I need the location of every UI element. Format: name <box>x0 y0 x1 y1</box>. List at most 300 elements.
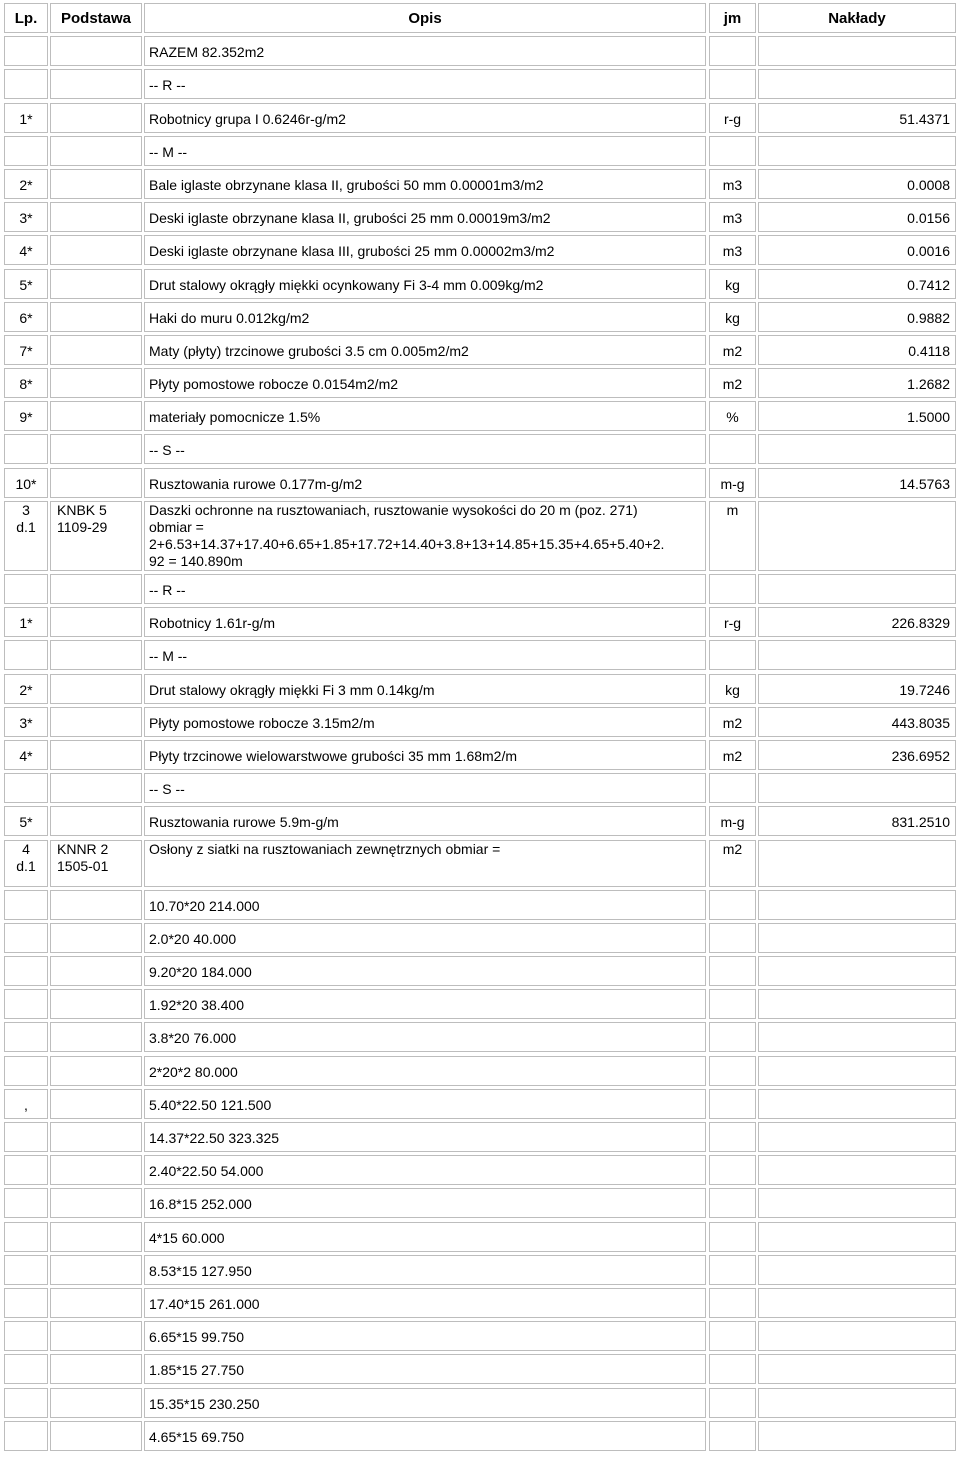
lp-cell <box>4 574 48 604</box>
measurement-row <box>4 1188 956 1218</box>
cost-estimate-table <box>4 3 956 1454</box>
jm-cell <box>709 707 756 737</box>
opis-cell <box>144 640 706 670</box>
podstawa-cell <box>50 103 142 133</box>
jm-cell <box>709 302 756 332</box>
measurement-value: 6.65*15 99.750 <box>149 1329 244 1346</box>
description-line: 2+6.53+14.37+17.40+6.65+1.85+17.72+14.40+3.8+13+14.85+15.35+4.65+5.40+2. <box>149 535 665 552</box>
basis-catalog: KNBK 5 <box>57 501 107 518</box>
jm-value: r-g <box>723 110 742 127</box>
jm-value: m <box>726 501 739 518</box>
jm-value: m-g <box>720 475 745 492</box>
lp-cell <box>4 806 48 836</box>
jm-value: m3 <box>722 210 743 227</box>
table-header <box>4 3 956 33</box>
podstawa-cell <box>50 1354 142 1384</box>
naklady-cell <box>758 69 956 99</box>
basis-catalog: KNNR 2 <box>57 840 109 857</box>
section-r-label: -- R -- <box>149 77 186 94</box>
lp-cell <box>4 169 48 199</box>
podstawa-cell <box>50 401 142 431</box>
jm-cell <box>709 956 756 986</box>
naklady-cell <box>758 434 956 464</box>
podstawa-cell <box>50 468 142 498</box>
opis-cell <box>144 401 706 431</box>
podstawa-cell <box>50 890 142 920</box>
lp-cell <box>4 434 48 464</box>
table-row <box>4 368 956 398</box>
podstawa-cell <box>50 1188 142 1218</box>
jm-cell <box>709 1022 756 1052</box>
measurement-row <box>4 1089 956 1119</box>
opis-cell <box>144 1056 706 1086</box>
opis-value: Robotnicy grupa I 0.6246r-g/m2 <box>149 110 346 127</box>
opis-cell <box>144 1288 706 1318</box>
opis-value: Deski iglaste obrzynane klasa II, grubości 25 mm 0.00019m3/m2 <box>149 210 551 227</box>
opis-cell <box>144 674 706 704</box>
lp-cell <box>4 1421 48 1451</box>
lp-cell <box>4 956 48 986</box>
measurement-value: 16.8*15 252.000 <box>149 1196 252 1213</box>
podstawa-cell <box>50 840 142 887</box>
jm-cell <box>709 335 756 365</box>
naklady-cell <box>758 956 956 986</box>
opis-cell <box>144 923 706 953</box>
naklady-cell <box>758 674 956 704</box>
section-s-label: -- S -- <box>149 442 185 459</box>
opis-cell <box>144 1255 706 1285</box>
description-line: obmiar = <box>149 518 204 535</box>
jm-cell <box>709 1222 756 1252</box>
lp-cell <box>4 69 48 99</box>
table-row <box>4 36 956 66</box>
podstawa-cell <box>50 1288 142 1318</box>
podstawa-cell <box>50 269 142 299</box>
opis-cell <box>144 1388 706 1418</box>
naklady-cell <box>758 923 956 953</box>
naklady-value: 0.9882 <box>907 309 950 326</box>
table-row <box>4 235 956 265</box>
jm-cell <box>709 989 756 1019</box>
lp-cell <box>4 103 48 133</box>
podstawa-cell <box>50 1155 142 1185</box>
naklady-cell <box>758 806 956 836</box>
naklady-cell <box>758 36 956 66</box>
measurement-row <box>4 1022 956 1052</box>
measurement-row <box>4 890 956 920</box>
naklady-cell <box>758 1089 956 1119</box>
podstawa-cell <box>50 1255 142 1285</box>
podstawa-cell <box>50 740 142 770</box>
podstawa-cell <box>50 773 142 803</box>
position-lp: 3 <box>22 501 30 518</box>
naklady-cell <box>758 1354 956 1384</box>
lp-cell <box>4 773 48 803</box>
lp-value: 5* <box>19 276 33 293</box>
lp-cell <box>4 1255 48 1285</box>
opis-cell <box>144 269 706 299</box>
jm-cell <box>709 401 756 431</box>
jm-cell <box>709 674 756 704</box>
jm-value: kg <box>725 681 740 698</box>
jm-value: kg <box>725 309 740 326</box>
opis-cell <box>144 1155 706 1185</box>
opis-cell <box>144 1354 706 1384</box>
lp-cell <box>4 740 48 770</box>
lp-cell <box>4 36 48 66</box>
lp-cell <box>4 269 48 299</box>
podstawa-cell <box>50 607 142 637</box>
naklady-cell <box>758 401 956 431</box>
position-number <box>5 502 47 536</box>
opis-cell <box>144 202 706 232</box>
table-row <box>4 806 956 836</box>
lp-cell <box>4 1222 48 1252</box>
header-naklady: Nakłady <box>828 10 886 27</box>
podstawa-cell <box>50 923 142 953</box>
lp-cell <box>4 401 48 431</box>
jm-cell <box>709 368 756 398</box>
opis-cell <box>144 707 706 737</box>
table-row <box>4 202 956 232</box>
jm-cell <box>709 103 756 133</box>
naklady-value: 236.6952 <box>891 747 950 764</box>
naklady-cell <box>758 1421 956 1451</box>
measurement-rows <box>4 890 956 1451</box>
podstawa-cell <box>50 202 142 232</box>
opis-cell <box>144 169 706 199</box>
jm-cell <box>709 1388 756 1418</box>
measurement-row <box>4 1321 956 1351</box>
lp-cell <box>4 1388 48 1418</box>
jm-cell <box>709 640 756 670</box>
measurement-row <box>4 923 956 953</box>
table-row <box>4 773 956 803</box>
lp-cell <box>4 202 48 232</box>
lp-value: 2* <box>19 176 33 193</box>
naklady-cell <box>758 1222 956 1252</box>
description-line: Daszki ochronne na rusztowaniach, rusztowanie wysokości do 20 m (poz. 271) <box>149 501 638 518</box>
table-row <box>4 401 956 431</box>
opis-value: Płyty trzcinowe wielowarstwowe grubości 35 mm 1.68m2/m <box>149 747 518 764</box>
opis-cell <box>144 1188 706 1218</box>
opis-cell <box>144 468 706 498</box>
podstawa-cell <box>50 1321 142 1351</box>
jm-cell <box>709 169 756 199</box>
lp-cell <box>4 1188 48 1218</box>
podstawa-cell <box>50 1421 142 1451</box>
lp-value: 1* <box>19 615 33 632</box>
table-row <box>4 574 956 604</box>
opis-cell <box>144 1122 706 1152</box>
naklady-cell <box>758 136 956 166</box>
jm-cell <box>709 1089 756 1119</box>
naklady-cell <box>758 302 956 332</box>
position-number <box>5 841 47 875</box>
naklady-value: 1.2682 <box>907 376 950 393</box>
position-sublp: d.1 <box>16 518 36 535</box>
jm-value: r-g <box>723 615 742 632</box>
jm-value: % <box>726 409 739 426</box>
measurement-row <box>4 1222 956 1252</box>
measurement-row <box>4 1388 956 1418</box>
position-basis <box>57 502 107 536</box>
lp-cell <box>4 1122 48 1152</box>
lp-value: 7* <box>19 342 33 359</box>
jm-cell <box>709 136 756 166</box>
podstawa-cell <box>50 36 142 66</box>
naklady-cell <box>758 169 956 199</box>
lp-cell <box>4 1056 48 1086</box>
naklady-cell <box>758 1022 956 1052</box>
jm-cell <box>709 923 756 953</box>
naklady-value: 0.0156 <box>907 210 950 227</box>
naklady-value: 831.2510 <box>891 814 950 831</box>
measurement-value: 2*20*2 80.000 <box>149 1063 238 1080</box>
opis-cell <box>144 69 706 99</box>
naklady-cell <box>758 707 956 737</box>
naklady-cell <box>758 607 956 637</box>
table-row <box>4 640 956 670</box>
header-opis: Opis <box>408 10 442 27</box>
lp-cell <box>4 235 48 265</box>
podstawa-cell <box>50 707 142 737</box>
measurement-row <box>4 989 956 1019</box>
opis-cell <box>144 501 706 571</box>
table-row <box>4 434 956 464</box>
opis-cell <box>144 36 706 66</box>
jm-value: m2 <box>722 840 743 857</box>
opis-value: Rusztowania rurowe 0.177m-g/m2 <box>149 475 363 492</box>
lp-value: 9* <box>19 409 33 426</box>
naklady-cell <box>758 1255 956 1285</box>
podstawa-cell <box>50 956 142 986</box>
table-row <box>4 169 956 199</box>
measurement-value: 15.35*15 230.250 <box>149 1395 260 1412</box>
opis-value: Drut stalowy okrągły miękki ocynkowany Fi 3-4 mm 0.009kg/m2 <box>149 276 544 293</box>
table-row <box>4 302 956 332</box>
measurement-value: 4*15 60.000 <box>149 1229 225 1246</box>
jm-cell <box>709 806 756 836</box>
measurement-value: 2.40*22.50 54.000 <box>149 1163 264 1180</box>
naklady-cell <box>758 890 956 920</box>
naklady-value: 443.8035 <box>891 714 950 731</box>
naklady-value: 226.8329 <box>891 615 950 632</box>
measurement-value: 17.40*15 261.000 <box>149 1295 260 1312</box>
jm-value: m-g <box>720 814 745 831</box>
table-row <box>4 674 956 704</box>
jm-cell <box>709 1255 756 1285</box>
position-basis <box>57 841 108 875</box>
opis-value: Deski iglaste obrzynane klasa III, grubości 25 mm 0.00002m3/m2 <box>149 243 555 260</box>
jm-value: m2 <box>722 342 743 359</box>
jm-cell <box>709 235 756 265</box>
opis-cell <box>144 1321 706 1351</box>
naklady-cell <box>758 468 956 498</box>
lp-value: 1* <box>19 110 33 127</box>
podstawa-cell <box>50 136 142 166</box>
jm-cell <box>709 1122 756 1152</box>
table-row <box>4 468 956 498</box>
header-lp-cell <box>4 3 48 33</box>
header-naklady-cell <box>758 3 956 33</box>
opis-cell <box>144 840 706 887</box>
header-jm: jm <box>723 10 742 27</box>
naklady-cell <box>758 989 956 1019</box>
lp-cell <box>4 335 48 365</box>
measurement-row <box>4 1056 956 1086</box>
podstawa-cell <box>50 169 142 199</box>
opis-cell <box>144 434 706 464</box>
opis-value: Robotnicy 1.61r-g/m <box>149 615 276 632</box>
naklady-cell <box>758 840 956 887</box>
opis-cell <box>144 368 706 398</box>
measurement-mark: , <box>24 1096 28 1113</box>
podstawa-cell <box>50 368 142 398</box>
opis-value: Rusztowania rurowe 5.9m-g/m <box>149 814 339 831</box>
lp-value: 2* <box>19 681 33 698</box>
opis-cell <box>144 1222 706 1252</box>
jm-cell <box>709 740 756 770</box>
lp-cell <box>4 1089 48 1119</box>
opis-value: Płyty pomostowe robocze 3.15m2/m <box>149 714 375 731</box>
jm-cell <box>709 1155 756 1185</box>
jm-value: m2 <box>722 747 743 764</box>
podstawa-cell <box>50 501 142 571</box>
podstawa-cell <box>50 235 142 265</box>
table-row <box>4 136 956 166</box>
jm-value: m2 <box>722 714 743 731</box>
jm-value: m3 <box>722 176 743 193</box>
jm-value: m2 <box>722 376 743 393</box>
naklady-value: 0.4118 <box>908 342 950 359</box>
podstawa-cell <box>50 69 142 99</box>
opis-value: Haki do muru 0.012kg/m2 <box>149 309 310 326</box>
naklady-cell <box>758 1321 956 1351</box>
naklady-value: 1.5000 <box>907 409 950 426</box>
naklady-cell <box>758 640 956 670</box>
jm-cell <box>709 840 756 887</box>
opis-value: Bale iglaste obrzynane klasa II, grubości 50 mm 0.00001m3/m2 <box>149 176 544 193</box>
naklady-value: 14.5763 <box>899 475 950 492</box>
jm-cell <box>709 202 756 232</box>
naklady-cell <box>758 1056 956 1086</box>
measurement-row <box>4 1288 956 1318</box>
measurement-value: 3.8*20 76.000 <box>149 1030 237 1047</box>
naklady-cell <box>758 501 956 571</box>
measurement-row <box>4 1354 956 1384</box>
basis-code: 1109-29 <box>57 518 108 535</box>
naklady-value: 0.7412 <box>907 276 950 293</box>
naklady-value: 0.0008 <box>907 176 950 193</box>
opis-cell <box>144 302 706 332</box>
opis-cell <box>144 607 706 637</box>
lp-cell <box>4 468 48 498</box>
description-line: 92 = 140.890m <box>149 552 243 569</box>
opis-cell <box>144 335 706 365</box>
naklady-cell <box>758 740 956 770</box>
position-description: Osłony z siatki na rusztowaniach zewnętrznych obmiar = <box>149 840 501 857</box>
measurement-row <box>4 1155 956 1185</box>
podstawa-cell <box>50 1022 142 1052</box>
position-lp: 4 <box>22 840 30 857</box>
jm-cell <box>709 890 756 920</box>
naklady-cell <box>758 1122 956 1152</box>
measurement-value: 10.70*20 214.000 <box>149 897 260 914</box>
measurement-row <box>4 1122 956 1152</box>
measurement-value: 4.65*15 69.750 <box>149 1428 244 1445</box>
jm-cell <box>709 1288 756 1318</box>
header-jm-cell <box>709 3 756 33</box>
lp-cell <box>4 501 48 571</box>
naklady-value: 19.7246 <box>899 681 950 698</box>
naklady-cell <box>758 1288 956 1318</box>
jm-cell <box>709 773 756 803</box>
jm-value: m3 <box>722 243 743 260</box>
measurement-value: 1.85*15 27.750 <box>149 1362 244 1379</box>
jm-cell <box>709 574 756 604</box>
lp-cell <box>4 368 48 398</box>
opis-cell <box>144 806 706 836</box>
opis-cell <box>144 890 706 920</box>
section-s-label: -- S -- <box>149 781 185 798</box>
lp-cell <box>4 840 48 887</box>
podstawa-cell <box>50 1222 142 1252</box>
naklady-cell <box>758 368 956 398</box>
opis-cell <box>144 740 706 770</box>
lp-value: 5* <box>19 814 33 831</box>
measurement-value: 14.37*22.50 323.325 <box>149 1130 280 1146</box>
position-row-4 <box>4 840 956 887</box>
basis-code: 1505-01 <box>57 857 109 874</box>
section-m-label: -- M -- <box>149 143 188 160</box>
lp-value: 4* <box>19 243 33 260</box>
measurement-row <box>4 1255 956 1285</box>
lp-value: 4* <box>19 747 33 764</box>
jm-cell <box>709 1188 756 1218</box>
header-podstawa-cell <box>50 3 142 33</box>
measurement-row <box>4 1421 956 1451</box>
podstawa-cell <box>50 674 142 704</box>
jm-cell <box>709 36 756 66</box>
lp-value: 3* <box>19 210 33 227</box>
position-row-3 <box>4 501 956 571</box>
podstawa-cell <box>50 1056 142 1086</box>
opis-cell <box>144 1421 706 1451</box>
naklady-cell <box>758 103 956 133</box>
opis-cell <box>144 956 706 986</box>
measurement-row <box>4 956 956 986</box>
position-description <box>149 502 664 570</box>
lp-cell <box>4 302 48 332</box>
naklady-cell <box>758 1188 956 1218</box>
opis-cell <box>144 103 706 133</box>
lp-cell <box>4 136 48 166</box>
table-row <box>4 269 956 299</box>
podstawa-cell <box>50 1388 142 1418</box>
naklady-cell <box>758 235 956 265</box>
opis-cell <box>144 773 706 803</box>
podstawa-cell <box>50 989 142 1019</box>
header-opis-cell <box>144 3 706 33</box>
jm-cell <box>709 1354 756 1384</box>
lp-cell <box>4 1321 48 1351</box>
opis-cell <box>144 136 706 166</box>
lp-cell <box>4 1155 48 1185</box>
section-r-label: -- R -- <box>149 582 186 598</box>
measurement-value: 8.53*15 127.950 <box>149 1262 252 1279</box>
lp-value: 3* <box>19 714 33 731</box>
